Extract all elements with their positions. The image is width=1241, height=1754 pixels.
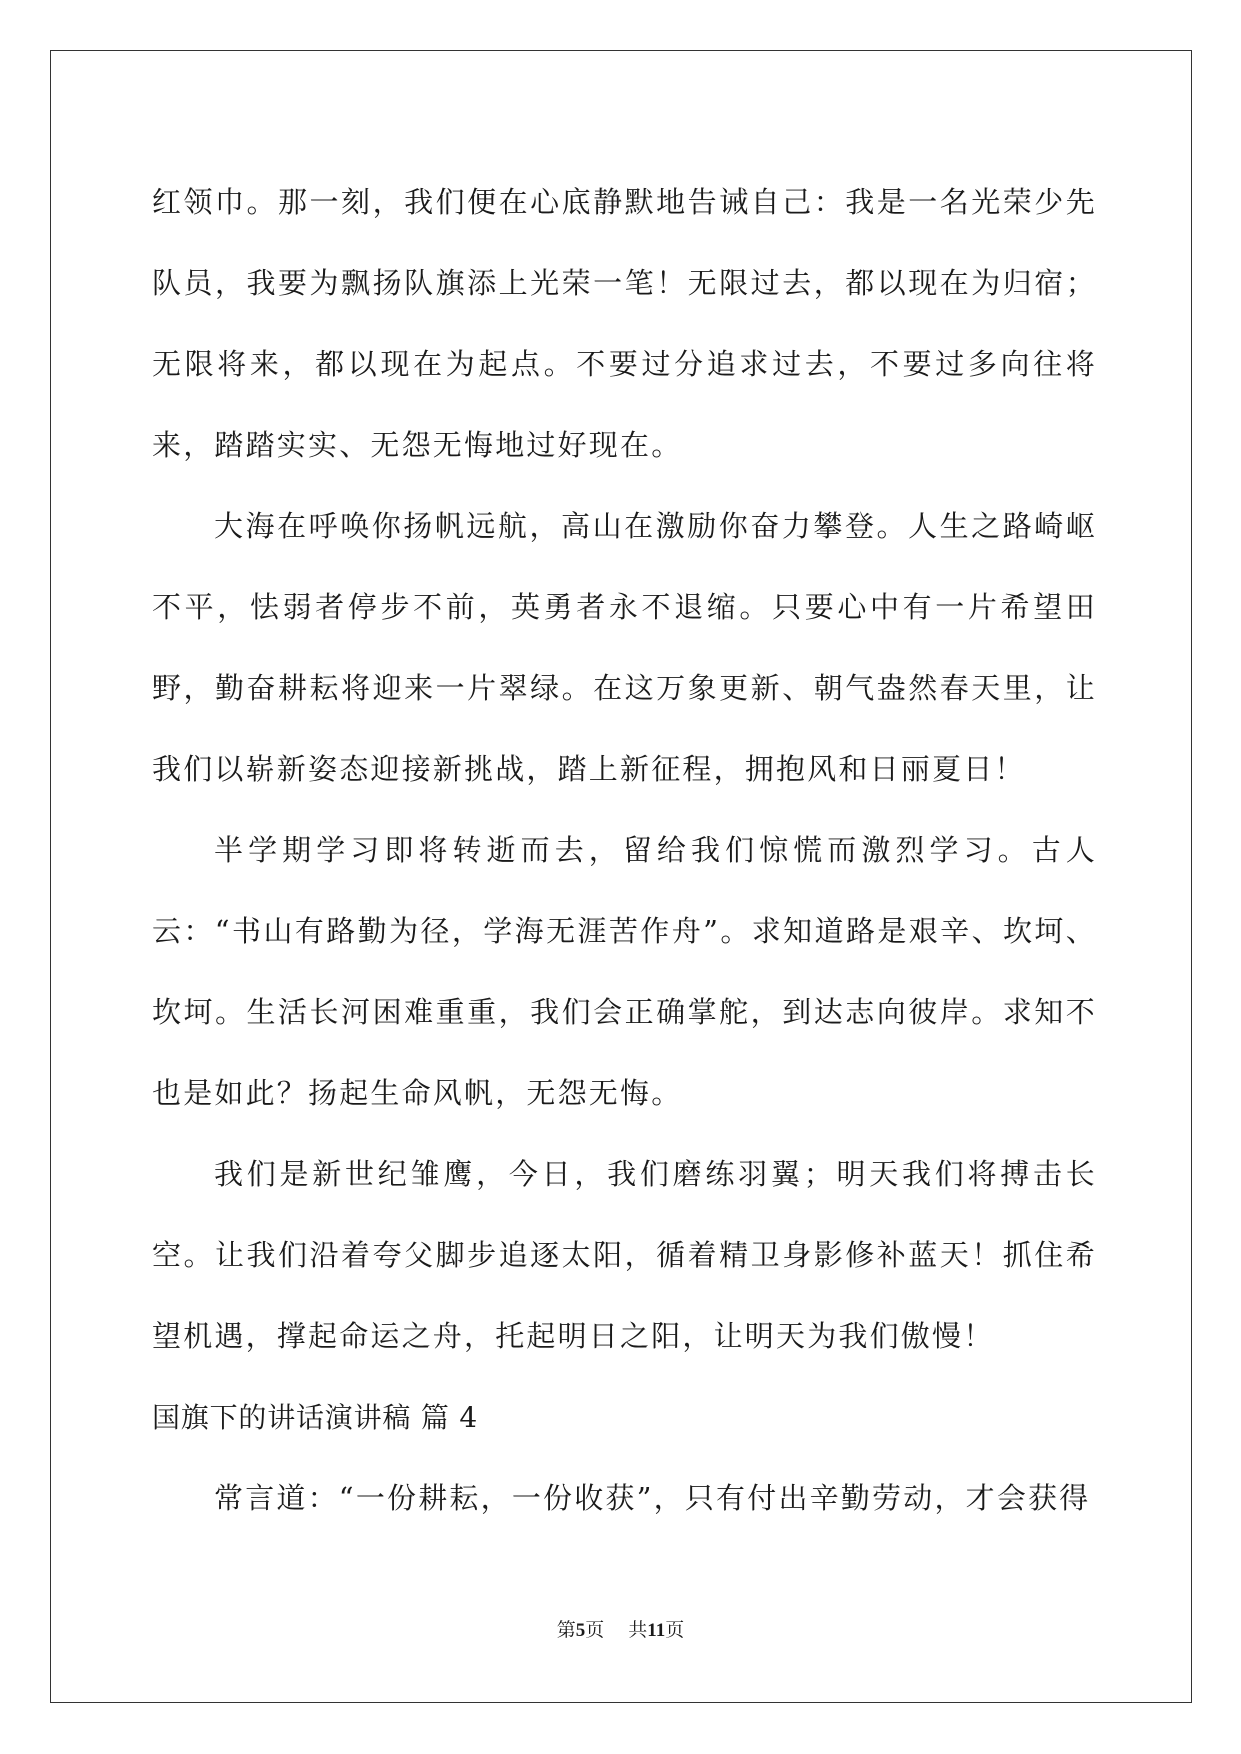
section-heading: 国旗下的讲话演讲稿 篇 4 (152, 1401, 479, 1434)
paragraph: 我们是新世纪雏鹰，今日，我们磨练羽翼；明天我们将搏击长空。让我们沿着夸父脚步追逐太阳，循着精卫身影修补蓝天！抓住希望机遇，撑起命运之舟，托起明日之阳，让明天为我们傲慢！ (152, 1157, 1097, 1353)
paragraph-continuation: 红领巾。那一刻，我们便在心底静默地告诫自己：我是一名光荣少先队员，我要为飘扬队旗添上光荣一笔！无限过去，都以现在为归宿；无限将来，都以现在为起点。不要过分追求过去，不要过多向往将来，踏踏实实、无怨无悔地过好现在。 (152, 185, 1097, 462)
page-number: 5 (575, 1620, 586, 1641)
total-label-prefix: 共 (628, 1619, 648, 1641)
total-label-suffix: 页 (665, 1619, 685, 1641)
total-pages: 11 (647, 1620, 666, 1641)
paragraph: 常言道：“一份耕耘，一份收获”，只有付出辛勤劳动，才会获得 (214, 1481, 1091, 1515)
paragraph: 半学期学习即将转逝而去，留给我们惊慌而激烈学习。古人云：“书山有路勤为径，学海无涯苦作舟”。求知道路是艰辛、坎坷、坎坷。生活长河困难重重，我们会正确掌舵，到达志向彼岸。求知不也是如此？扬起生命风帆，无怨无悔。 (152, 833, 1097, 1110)
paragraph: 大海在呼唤你扬帆远航，高山在激励你奋力攀登。人生之路崎岖不平，怯弱者停步不前，英勇者永不退缩。只要心中有一片希望田野，勤奋耕耘将迎来一片翠绿。在这万象更新、朝气盎然春天里，让我们以崭新姿态迎接新挑战，踏上新征程，拥抱风和日丽夏日！ (152, 509, 1097, 786)
page-footer (0, 1615, 1241, 1642)
page-label-prefix: 第 (556, 1619, 576, 1641)
document-body (152, 162, 1097, 1539)
page-label-suffix: 页 (585, 1619, 605, 1641)
